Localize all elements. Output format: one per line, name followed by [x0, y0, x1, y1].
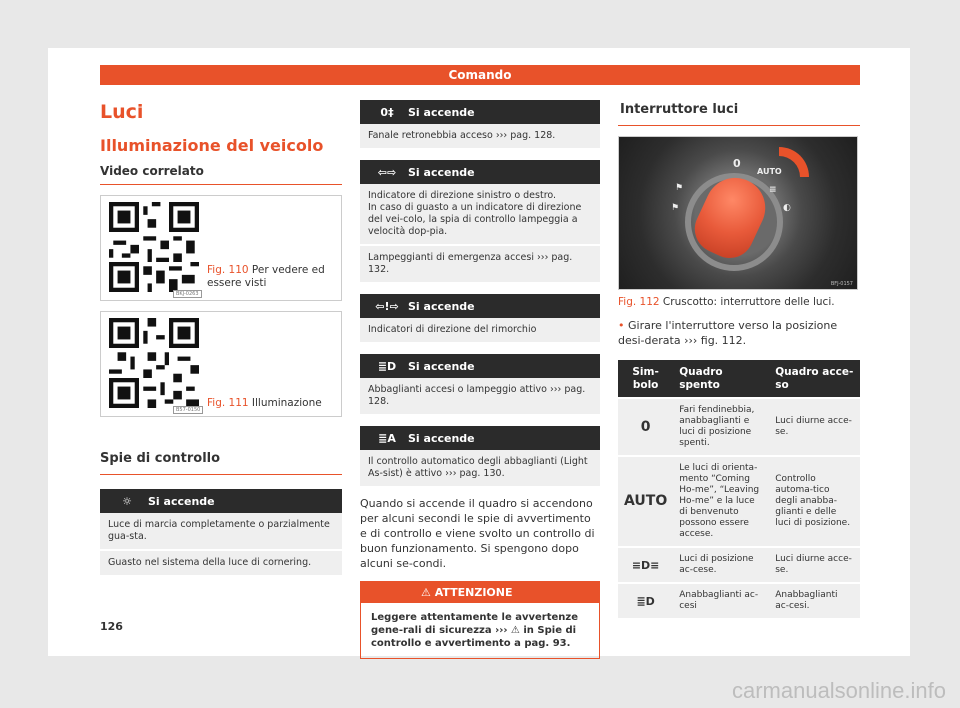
table-row	[618, 583, 860, 618]
section-header: Comando	[100, 65, 860, 85]
low-beam-icon: ≣D	[618, 583, 673, 618]
indicator-label: Si accende	[148, 494, 215, 508]
figure-caption-text: Cruscotto: interruttore delle luci.	[662, 296, 835, 308]
indicator-label: Si accende	[408, 165, 475, 179]
figure-caption-text: Illuminazione	[251, 397, 322, 409]
section-title: Illuminazione del veicolo	[100, 136, 324, 155]
low-beam-icon: ◐	[783, 203, 791, 213]
figure-number: Fig. 112	[618, 296, 660, 308]
photo-label: AUTO	[757, 167, 782, 176]
turn-signal-icon: ⇦⇨	[377, 165, 397, 179]
instruction-bullet	[618, 318, 860, 348]
table-cell: Anabbaglianti ac-cesi	[673, 583, 769, 618]
table-cell: Le luci di orienta-mento “Coming Ho-me”, “Leaving Ho-me” e la luce di benvenuto possono essere accese.	[673, 456, 769, 547]
indicator-text: Abbaglianti accesi o lampeggio attivo ››› pag. 128.	[360, 378, 600, 414]
high-beam-icon: ≣D	[377, 359, 397, 373]
trailer-signal-icon: ⇦!⇨	[375, 299, 399, 313]
qr-code-icon	[109, 318, 199, 408]
table-header: Sim-bolo	[618, 360, 673, 398]
figure-number: Fig. 111	[207, 397, 249, 409]
indicator-bar	[360, 160, 600, 184]
indicator-label: Si accende	[408, 299, 475, 313]
spie-heading: Spie di controllo	[100, 451, 342, 475]
figure-caption	[207, 264, 341, 290]
bullet-icon: •	[618, 319, 625, 332]
indicator-text: Indicatori di direzione del rimorchio	[360, 318, 600, 342]
indicator-text: Il controllo automatico degli abbaglianti (Light As-sist) è attivo ››› pag. 130.	[360, 450, 600, 486]
qr-code-icon	[109, 202, 199, 292]
table-row	[618, 398, 860, 456]
indicator-label: Si accende	[408, 105, 475, 119]
figure-code: BKJ-0263	[173, 290, 202, 298]
indicator-text: Fanale retronebbia acceso ››› pag. 128.	[360, 124, 600, 148]
switch-positions-table	[618, 360, 860, 618]
symbol-cell: AUTO	[618, 456, 673, 547]
table-row	[618, 547, 860, 583]
parking-light-icon: ≡	[769, 185, 777, 195]
column-middle	[360, 100, 600, 659]
table-cell: Anabbaglianti ac-cesi.	[769, 583, 860, 618]
column-left	[100, 100, 342, 575]
indicator-text: Guasto nel sistema della luce di cornering.	[100, 549, 342, 575]
figure-110[interactable]	[100, 195, 342, 301]
table-cell: Fari fendinebbia, anabbaglianti e luci di posizione spenti.	[673, 398, 769, 456]
figure-code: B57-0150	[173, 406, 203, 414]
light-assist-icon: ≣A	[378, 431, 396, 445]
parking-light-icon: ≡D≡	[618, 547, 673, 583]
table-cell: Controllo automa-tico degli anabba-glianti e delle luci di posizione.	[769, 456, 860, 547]
warning-title-text: ATTENZIONE	[434, 586, 513, 599]
bullet-text: Girare l'interruttore verso la posizione desi-derata ››› fig. 112.	[618, 319, 838, 347]
figure-111[interactable]	[100, 311, 342, 417]
table-cell: Luci diurne acce-se.	[769, 398, 860, 456]
indicator-bar	[360, 294, 600, 318]
figure-caption-text: Per vedere ed essere visti	[207, 264, 325, 289]
rear-fog-icon: ⚑	[671, 203, 680, 213]
figure-caption	[207, 397, 322, 410]
photo-label: 0	[733, 157, 741, 170]
figure-caption	[618, 296, 860, 308]
page-number: 126	[100, 620, 123, 633]
table-cell: Luci diurne acce-se.	[769, 547, 860, 583]
table-cell: Luci di posizione ac-cese.	[673, 547, 769, 583]
indicator-bar	[360, 426, 600, 450]
front-fog-icon: ⚑	[675, 183, 684, 193]
sun-icon: ☼	[122, 494, 132, 508]
section-title: Interruttore luci	[618, 100, 860, 126]
table-row	[618, 456, 860, 547]
indicator-text: Indicatore di direzione sinistro o destro. In caso di guasto a un indicatore di direzione del vei-colo, la spia di controllo lampeggia a velocità dop-pia.	[360, 184, 600, 244]
indicator-text: Lampeggianti di emergenza accesi ››› pag. 132.	[360, 244, 600, 282]
light-switch-photo	[618, 136, 858, 290]
page-title: Luci	[100, 101, 144, 123]
rotate-arrow-icon	[779, 147, 809, 177]
indicator-text: Luce di marcia completamente o parzialmente gua-sta.	[100, 513, 342, 549]
warning-title: ⚠ ATTENZIONE	[361, 582, 599, 603]
rear-fog-icon: 0‡	[380, 105, 394, 119]
video-heading: Video correlato	[100, 164, 342, 185]
warning-text: Leggere attentamente le avvertenze gene-rali di sicurezza ››› ⚠ in Spie di controllo e avvertimento a pag. 93.	[371, 612, 579, 649]
photo-code: BFJ-0157	[830, 281, 853, 287]
table-header: Quadro acce-so	[769, 360, 860, 398]
figure-number: Fig. 110	[207, 264, 249, 276]
indicator-bar	[360, 354, 600, 378]
indicator-bar	[360, 100, 600, 124]
table-header: Quadro spento	[673, 360, 769, 398]
watermark: carmanualsonline.info	[731, 678, 946, 703]
indicator-bar	[100, 489, 342, 513]
indicator-label: Si accende	[408, 431, 475, 445]
body-paragraph: Quando si accende il quadro si accendono per alcuni secondi le spie di avvertimento e di controllo e viene svolto un controllo di buon funzionamento. Si spengono dopo alcuni se-condi.	[360, 497, 595, 570]
symbol-cell: 0	[618, 398, 673, 456]
warning-box	[360, 581, 600, 659]
column-right	[618, 100, 860, 618]
indicator-label: Si accende	[408, 359, 475, 373]
